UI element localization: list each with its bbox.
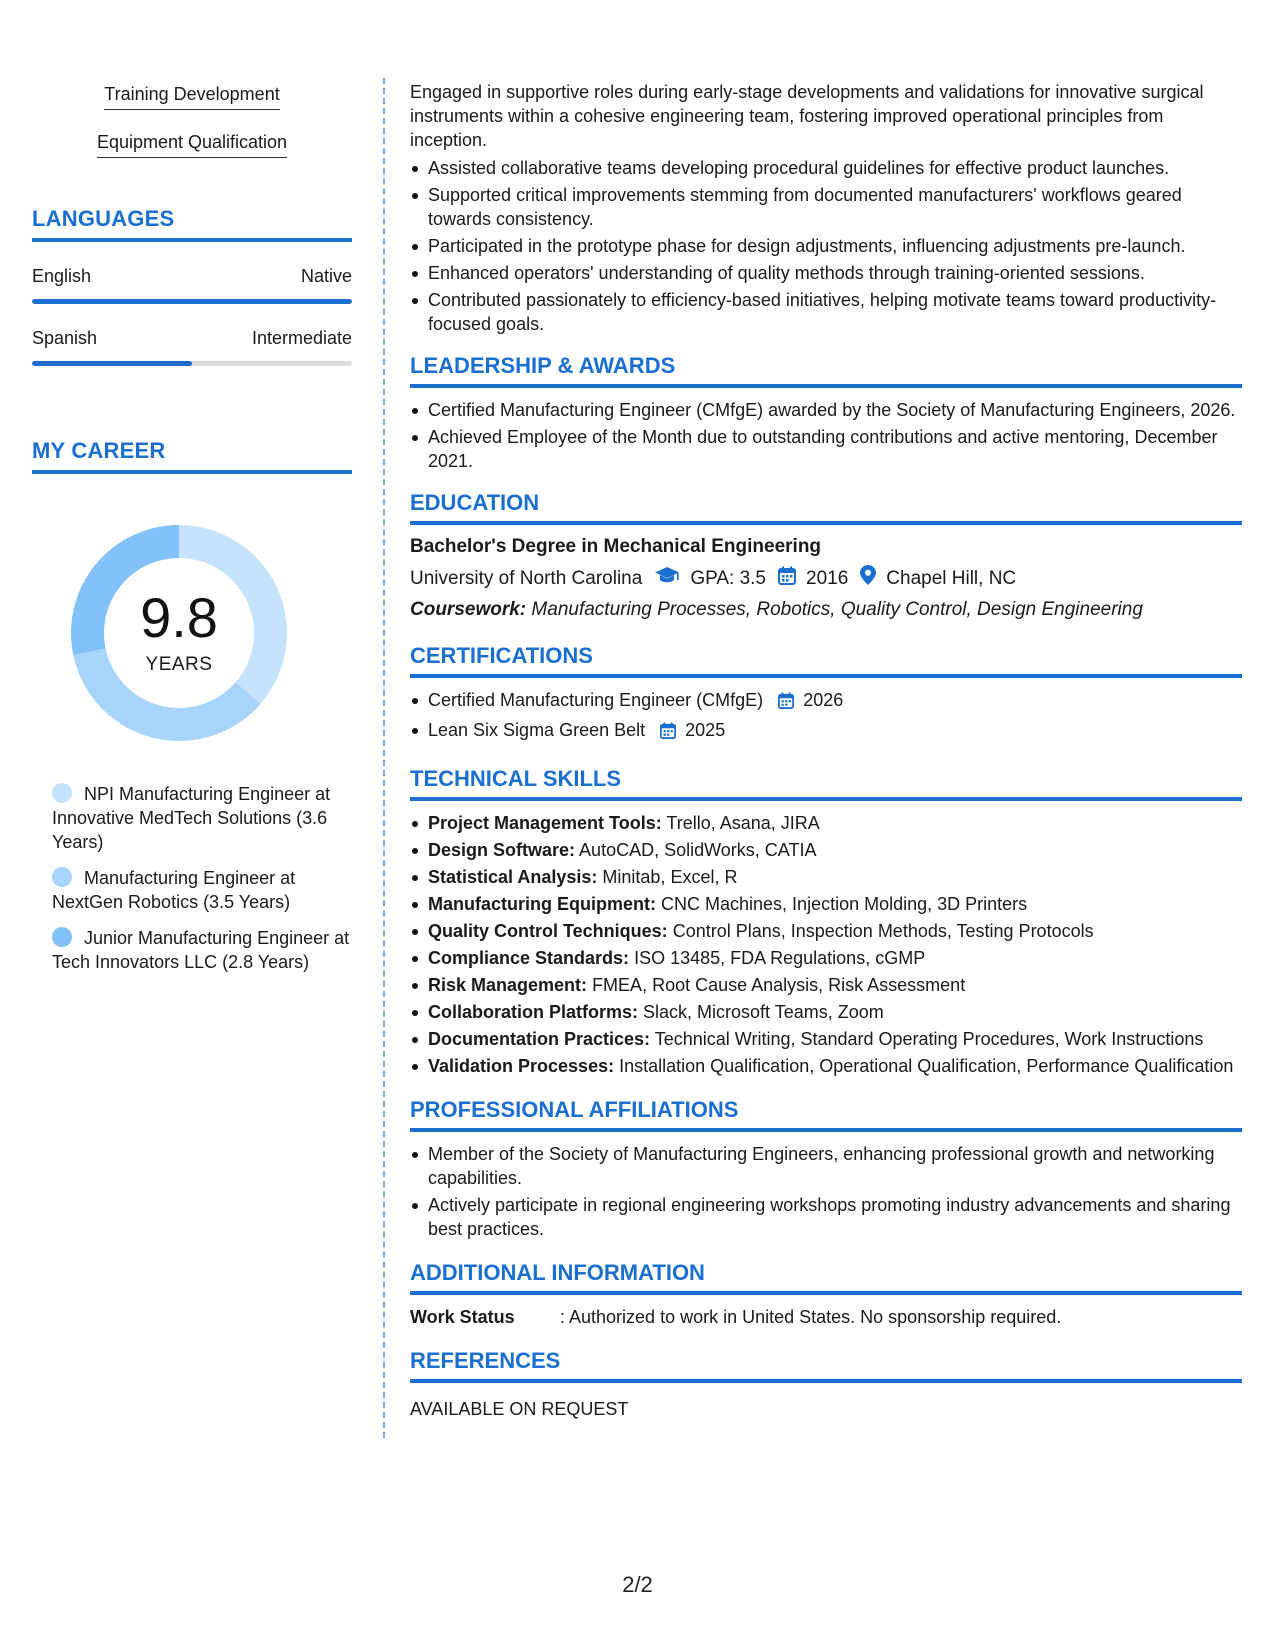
page-number: 2/2 — [622, 1572, 653, 1597]
skill-category: Project Management Tools: — [428, 813, 662, 833]
list-item — [410, 1000, 1242, 1024]
skill-category: Manufacturing Equipment: — [428, 894, 656, 914]
career-dot-icon — [52, 867, 72, 887]
certification-year: 2026 — [803, 690, 844, 710]
list-item — [410, 892, 1242, 916]
skill-category: Quality Control Techniques: — [428, 921, 668, 941]
leadership-heading: LEADERSHIP & AWARDS — [410, 354, 1242, 388]
experience-intro: Engaged in supportive roles during early-stage developments and validations for innovative surgical instruments within a cohesive engineering team, fostering improved operational principles from inception. — [410, 82, 1204, 150]
certification-name: Lean Six Sigma Green Belt — [428, 720, 646, 740]
language-level: Native — [300, 266, 352, 286]
language-item — [32, 328, 352, 366]
education-gpa: GPA: 3.5 — [690, 567, 766, 589]
certifications-heading: CERTIFICATIONS — [410, 644, 1242, 678]
career-item-text: Manufacturing Engineer at NextGen Robotics (3.5 Years) — [52, 868, 296, 912]
calendar-icon — [778, 691, 794, 715]
affiliations-heading: PROFESSIONAL AFFILIATIONS — [410, 1098, 1242, 1132]
language-proficiency-bar — [32, 299, 352, 304]
languages-heading: LANGUAGES — [32, 206, 352, 242]
education-heading: EDUCATION — [410, 491, 1242, 525]
experience-bullets — [410, 156, 1242, 336]
list-item: Certified Manufacturing Engineer (CMfgE) awarded by the Society of Manufacturing Engineers, 2026. — [410, 398, 1242, 422]
skill-category: Risk Management: — [428, 975, 588, 995]
language-name: English — [32, 266, 92, 286]
work-status-label: Work Status — [410, 1307, 515, 1327]
skill-values: Slack, Microsoft Teams, Zoom — [643, 1002, 884, 1022]
certifications-list — [410, 688, 1242, 745]
skill-category: Design Software: — [428, 840, 576, 860]
language-level: Intermediate — [251, 328, 352, 348]
career-donut-chart — [64, 518, 294, 748]
career-item — [52, 926, 352, 974]
leadership-list — [410, 398, 1242, 473]
list-item — [410, 865, 1242, 889]
left-column — [32, 80, 352, 986]
additional-info-heading: ADDITIONAL INFORMATION — [410, 1261, 1242, 1295]
location-pin-icon — [860, 565, 876, 592]
skill-category: Validation Processes: — [428, 1056, 615, 1076]
skill-category: Collaboration Platforms: — [428, 1002, 639, 1022]
graduation-cap-icon — [654, 566, 680, 591]
skill-values: Minitab, Excel, R — [602, 867, 738, 887]
list-item — [410, 946, 1242, 970]
career-list — [32, 782, 352, 974]
skill-values: Trello, Asana, JIRA — [666, 813, 820, 833]
list-item — [410, 1054, 1242, 1078]
list-item — [410, 1027, 1242, 1051]
calendar-icon — [778, 566, 796, 592]
donut-center — [64, 518, 294, 748]
list-item: Enhanced operators' understanding of quality methods through training-oriented sessions. — [410, 261, 1242, 285]
list-item: Actively participate in regional engineering workshops promoting industry advancements and sharing best practices. — [410, 1193, 1242, 1241]
references-heading: REFERENCES — [410, 1349, 1242, 1383]
work-status-value: : Authorized to work in United States. No sponsorship required. — [560, 1307, 1062, 1327]
list-item — [410, 688, 1242, 715]
language-name: Spanish — [32, 328, 98, 348]
list-item: Member of the Society of Manufacturing Engineers, enhancing professional growth and networking capabilities. — [410, 1142, 1242, 1190]
list-item — [410, 838, 1242, 862]
certification-name: Certified Manufacturing Engineer (CMfgE) — [428, 690, 764, 710]
technical-skills-list — [410, 811, 1242, 1078]
skill-values: ISO 13485, FDA Regulations, cGMP — [634, 948, 926, 968]
skill-values: FMEA, Root Cause Analysis, Risk Assessment — [592, 975, 966, 995]
list-item — [410, 973, 1242, 997]
skill-category: Statistical Analysis: — [428, 867, 598, 887]
career-item — [52, 782, 352, 854]
list-item — [410, 811, 1242, 835]
references-text: AVAILABLE ON REQUEST — [410, 1399, 629, 1419]
column-divider — [383, 78, 385, 1438]
skill-tags — [32, 80, 352, 176]
affiliations-list — [410, 1142, 1242, 1241]
list-item: Achieved Employee of the Month due to outstanding contributions and active mentoring, December 2021. — [410, 425, 1242, 473]
technical-skills-heading: TECHNICAL SKILLS — [410, 767, 1242, 801]
list-item: Supported critical improvements stemming from documented manufacturers' workflows geared towards consistency. — [410, 183, 1242, 231]
skill-values: Technical Writing, Standard Operating Procedures, Work Instructions — [654, 1029, 1204, 1049]
coursework-label: Coursework: — [410, 599, 527, 620]
language-proficiency-bar — [32, 361, 352, 366]
career-item-text: NPI Manufacturing Engineer at Innovative MedTech Solutions (3.6 Years) — [52, 784, 331, 852]
coursework-text: Manufacturing Processes, Robotics, Quality Control, Design Engineering — [531, 599, 1143, 620]
education-coursework — [410, 598, 1242, 622]
skill-values: AutoCAD, SolidWorks, CATIA — [579, 840, 817, 860]
career-item-text: Junior Manufacturing Engineer at Tech Innovators LLC (2.8 Years) — [52, 928, 350, 972]
skill-category: Documentation Practices: — [428, 1029, 651, 1049]
list-item: Contributed passionately to efficiency-based initiatives, helping motivate teams toward productivity-focused goals. — [410, 288, 1242, 336]
career-total-unit: YEARS — [145, 654, 213, 675]
right-column — [410, 80, 1242, 1421]
skill-values: Control Plans, Inspection Methods, Testing Protocols — [672, 921, 1094, 941]
education-school: University of North Carolina — [410, 567, 643, 589]
career-item — [52, 866, 352, 914]
language-proficiency-fill — [32, 299, 352, 304]
calendar-icon — [660, 721, 676, 745]
career-dot-icon — [52, 783, 72, 803]
certification-year: 2025 — [685, 720, 726, 740]
skill-values: Installation Qualification, Operational Qualification, Performance Qualification — [619, 1056, 1234, 1076]
language-item — [32, 266, 352, 304]
education-details — [410, 565, 1242, 592]
career-heading: MY CAREER — [32, 438, 352, 474]
skill-values: CNC Machines, Injection Molding, 3D Printers — [661, 894, 1028, 914]
education-degree: Bachelor's Degree in Mechanical Engineering — [410, 536, 822, 557]
career-total-value: 9.8 — [140, 586, 218, 649]
skill-category: Compliance Standards: — [428, 948, 630, 968]
skill-tag: Training Development — [104, 84, 279, 110]
list-item — [410, 919, 1242, 943]
list-item — [410, 718, 1242, 745]
education-year: 2016 — [806, 567, 849, 589]
language-proficiency-fill — [32, 361, 192, 366]
education-location: Chapel Hill, NC — [886, 567, 1017, 589]
career-dot-icon — [52, 927, 72, 947]
skill-tag: Equipment Qualification — [97, 132, 287, 158]
list-item: Participated in the prototype phase for design adjustments, influencing adjustments pre-launch. — [410, 234, 1242, 258]
list-item: Assisted collaborative teams developing procedural guidelines for effective product launches. — [410, 156, 1242, 180]
additional-info-row — [410, 1305, 1242, 1329]
